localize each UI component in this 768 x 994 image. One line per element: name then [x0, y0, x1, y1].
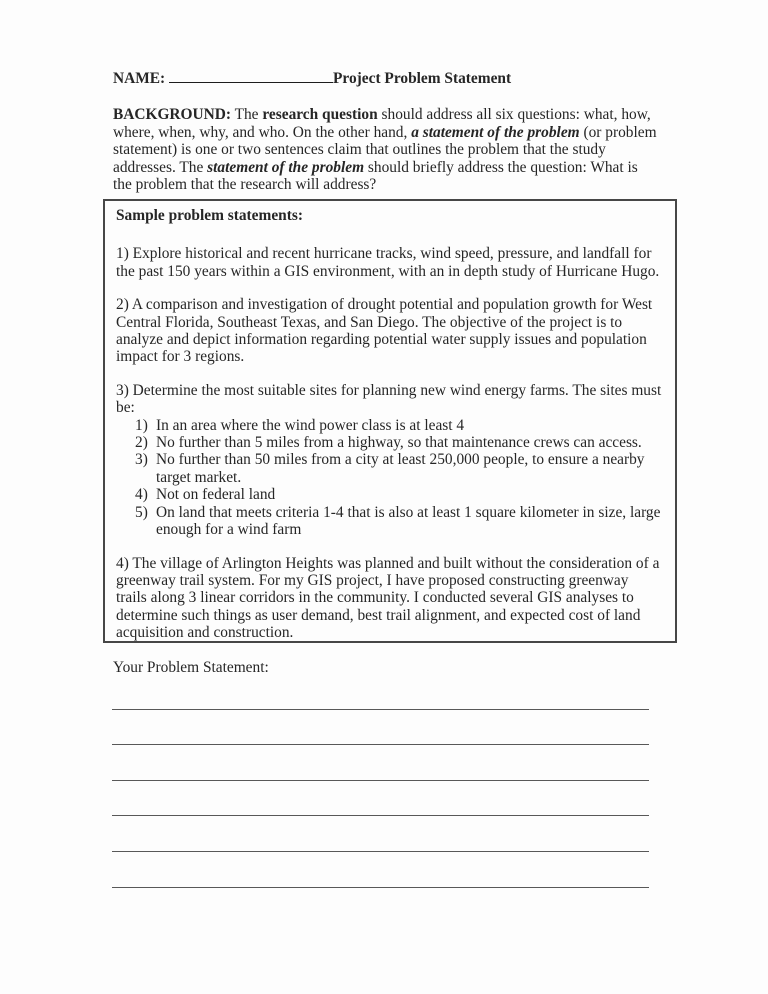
background-emphasis-research-question: research question: [262, 106, 378, 124]
criteria-text: In an area where the wind power class is at least 4: [156, 416, 465, 434]
criteria-text: No further than 5 miles from a highway, so that maintenance crews can access.: [156, 434, 642, 452]
answer-lines: [112, 674, 649, 888]
criteria-number: 4): [135, 486, 148, 504]
answer-line[interactable]: [112, 852, 649, 888]
background-emphasis-statement-of-problem: statement of the problem: [207, 158, 365, 176]
criteria-item: [116, 417, 662, 434]
criteria-number: 1): [135, 416, 148, 434]
page-title: Project Problem Statement: [333, 70, 512, 87]
name-label: NAME:: [113, 70, 166, 87]
criteria-item: [116, 504, 662, 539]
name-field-row: [113, 68, 659, 87]
criteria-item: [116, 451, 662, 486]
background-text: should address all six questions: what, how, where, when, why, and who. On the other hand,: [113, 106, 651, 141]
background-label: BACKGROUND:: [113, 106, 231, 124]
criteria-number: 5): [135, 503, 148, 521]
background-emphasis-statement-of-problem: a statement of the problem: [411, 123, 580, 141]
sample-statement-1: 1) Explore historical and recent hurricane tracks, wind speed, pressure, and landfall for the past 150 years within a GIS environment, with an in depth study of Hurricane Hugo.: [116, 245, 660, 280]
answer-line[interactable]: [112, 781, 649, 817]
criteria-item: [116, 486, 662, 503]
wind-farm-criteria-list: [116, 417, 662, 539]
background-text: (or problem statement) is one or two sentences claim that outlines the problem that the study addresses. The: [113, 123, 657, 176]
sample-statements-box: [103, 199, 677, 643]
sample-box-heading: Sample problem statements:: [116, 207, 303, 224]
criteria-text: On land that meets criteria 1-4 that is also at least 1 square kilometer in size, large enough for a wind farm: [156, 503, 661, 539]
answer-line[interactable]: [112, 710, 649, 746]
criteria-number: 2): [135, 434, 148, 452]
criteria-text: Not on federal land: [156, 486, 276, 504]
criteria-item: [116, 434, 662, 451]
answer-line[interactable]: [112, 674, 649, 710]
header-and-background: [113, 68, 659, 193]
background-paragraph: [113, 106, 659, 193]
your-problem-statement-label: Your Problem Statement:: [113, 659, 269, 676]
name-blank-field[interactable]: [169, 68, 333, 83]
sample-statement-4: 4) The village of Arlington Heights was planned and built without the consideration of a greenway trail system. For my GIS project, I have proposed constructing greenway trails along 3 linear corridors in the community. I conducted several GIS analyses to determine such things as user demand, best trail alignment, and expected cost of land acquisition and construction.: [116, 554, 660, 642]
sample-statement-2: 2) A comparison and investigation of drought potential and population growth for West Central Florida, Southeast Texas, and San Diego. The objective of the project is to analyze and depict information regarding potential water supply issues and population impact for 3 regions.: [116, 296, 653, 366]
criteria-text: No further than 50 miles from a city at least 250,000 people, to ensure a nearby target market.: [156, 451, 645, 486]
sample-statement-3-intro: 3) Determine the most suitable sites for planning new wind energy farms. The sites must be:: [116, 381, 662, 417]
criteria-number: 3): [135, 451, 148, 469]
background-text: should briefly address the question: What is the problem that the research will address?: [113, 158, 638, 194]
background-text: The: [231, 106, 263, 124]
answer-line[interactable]: [112, 745, 649, 781]
answer-line[interactable]: [112, 816, 649, 852]
